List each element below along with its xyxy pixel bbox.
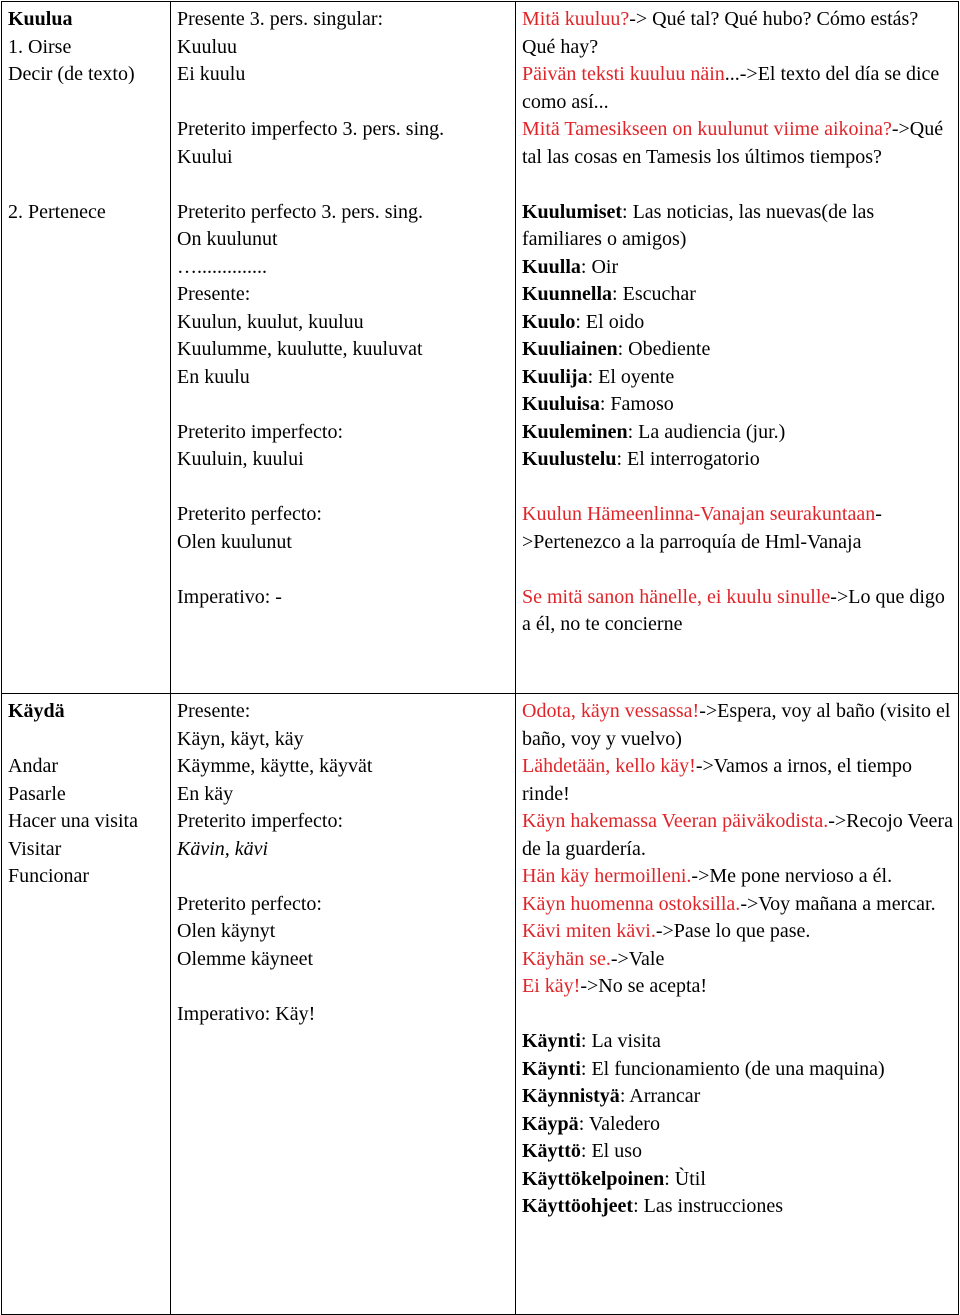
grammar-line: Kuuluu [177,35,237,58]
grammar-line: Preterito perfecto: [177,503,322,525]
vocab-item: Kuulustelu: El interrogatorio [522,448,760,470]
grammar-line: ….............. [177,255,267,278]
vocab-item: Kuulija: El oyente [522,365,675,388]
example: Mitä kuuluu?-> Qué tal? Qué hubo? Cómo estás? Qué hay? [522,8,919,58]
headword: Kuulua [8,8,73,30]
vocab-item: Kuuliainen: Obediente [522,338,711,360]
example: Odota, käyn vessassa!->Espera, voy al baño (visito el baño, voy y vuelvo) [522,700,951,750]
vocab-item: Käyttö: El uso [522,1140,643,1162]
example: Päivän teksti kuuluu näin...->El texto del día se dice como así... [522,63,940,113]
example: Mitä Tamesikseen on kuulunut viime aikoina?->Qué tal las cosas en Tamesis los últimos tiempos? [522,118,944,168]
word-cell [2,694,171,1315]
vocab-item: Kuulo: El oido [522,310,645,333]
vocab-item: Kuunnella: Escuchar [522,283,696,305]
example: Käyhän se.->Vale [522,947,665,970]
vocab-item: Käypä: Valedero [522,1112,660,1135]
grammar-line: Käymme, käytte, käyvät [177,755,373,777]
vocabulary-table [1,1,959,1315]
table-row-kuulua [2,2,959,694]
grammar-cell [171,2,516,694]
grammar-label: Preterito imperfecto: [177,810,344,832]
grammar-line: Kuulumme, kuulutte, kuuluvat [177,338,423,360]
examples-cell [516,694,959,1315]
sense-number: 2. Pertenece [8,200,106,223]
grammar-cell [171,694,516,1315]
grammar-line: Presente 3. pers. singular: [177,8,384,30]
grammar-line: Olemme käyneet [177,947,314,970]
grammar-line: Preterito perfecto 3. pers. sing. [177,200,424,223]
grammar-line: Ei kuulu [177,63,246,85]
example: Kuulun Hämeenlinna-Vanajan seurakuntaan->Pertenezco a la parroquía de Hml-Vanaja [522,503,882,553]
grammar-line: Presente: [177,283,251,305]
meaning: Andar [8,755,58,777]
example: Käyn huomenna ostoksilla.->Voy mañana a mercar. [522,892,936,915]
grammar-line: Kävin, kävi [177,837,269,860]
meaning: Pasarle [8,782,66,805]
grammar-line: Preterito imperfecto: [177,420,344,443]
vocab-item: Kuulla: Oir [522,255,619,278]
example: Se mitä sanon hänelle, ei kuulu sinulle->Lo que digo a él, no te concierne [522,585,945,635]
grammar-line: Imperativo: - [177,585,282,608]
meaning: Visitar [8,837,62,860]
meaning: Hacer una visita [8,810,138,832]
example: Kävi miten kävi.->Pase lo que pase. [522,920,811,942]
grammar-line: Käyn, käyt, käy [177,727,304,750]
grammar-label: Preterito perfecto: [177,892,322,915]
example: Lähdetään, kello käy!->Vamos a irnos, el tiempo rinde! [522,755,913,805]
vocab-item: Kuulumiset: Las noticias, las nuevas(de las familiares o amigos) [522,200,875,250]
grammar-line: Olen kuulunut [177,530,292,553]
grammar-line: Kuului [177,145,233,168]
vocab-item: Käynti: El funcionamiento (de una maquina) [522,1057,885,1080]
grammar-line: Preterito imperfecto 3. pers. sing. [177,118,445,140]
table-row-kayda [2,694,959,1315]
vocab-item: Käyttöohjeet: Las instrucciones [522,1195,784,1217]
headword: Käydä [8,700,65,722]
example: Käyn hakemassa Veeran päiväkodista.->Recojo Veera de la guardería. [522,810,953,860]
grammar-line: Imperativo: Käy! [177,1002,316,1025]
examples-cell [516,2,959,694]
meaning: Funcionar [8,865,90,887]
grammar-line: Kuulun, kuulut, kuuluu [177,310,364,333]
grammar-label: Presente: [177,700,251,722]
grammar-line: Olen käynyt [177,920,276,942]
vocab-item: Käyttökelpoinen: Ùtil [522,1167,706,1190]
example: Ei käy!->No se acepta! [522,975,708,997]
vocab-item: Kuuluisa: Famoso [522,393,674,415]
sense-number: 1. Oirse [8,35,72,58]
example: Hän käy hermoilleni.->Me pone nervioso a él. [522,865,893,887]
vocab-item: Käynnistyä: Arrancar [522,1085,701,1107]
grammar-line: Kuuluin, kuului [177,448,304,470]
vocab-item: Kuuleminen: La audiencia (jur.) [522,420,786,443]
grammar-line: En kuulu [177,365,250,388]
sense-translation: Decir (de texto) [8,63,135,85]
grammar-line: En käy [177,782,234,805]
grammar-line: On kuulunut [177,228,278,250]
word-cell [2,2,171,694]
vocab-item: Käynti: La visita [522,1030,661,1052]
